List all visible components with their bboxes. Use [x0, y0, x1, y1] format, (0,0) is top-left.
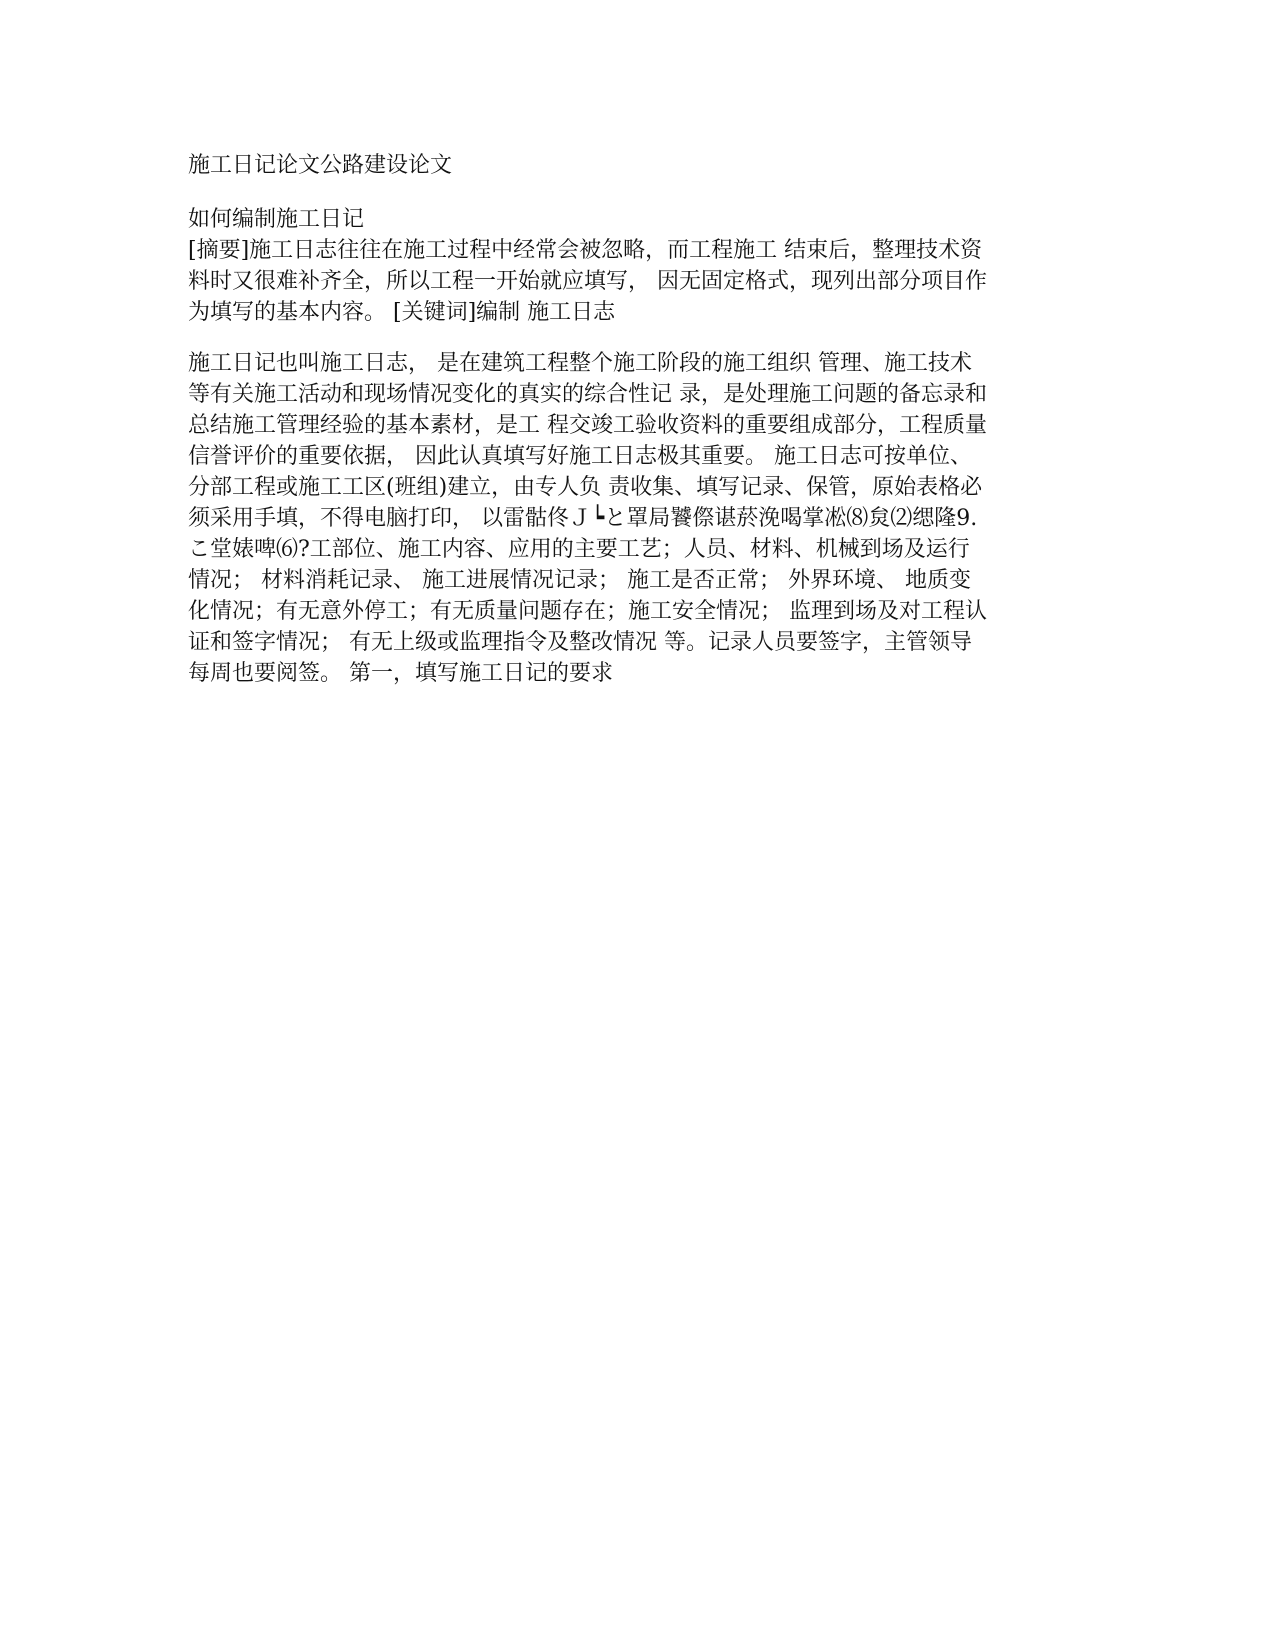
- document-subtitle: 如何编制施工日记: [188, 207, 365, 232]
- body-line: こ堂婊啤⑹?工部位、施工内容、应用的主要工艺；人员、材料、机械到场及运行: [188, 537, 970, 562]
- abstract-line: [摘要]施工日志往往在施工过程中经常会被忽略，而工程施工 结束后，整理技术资: [188, 238, 983, 263]
- body-paragraph: [188, 348, 1098, 689]
- body-line: 施工日记也叫施工日志， 是在建筑工程整个施工阶段的施工组织 管理、施工技术: [188, 351, 972, 376]
- document-title: 施工日记论文公路建设论文: [188, 153, 453, 178]
- abstract-paragraph: [188, 235, 1098, 328]
- document-content: [188, 150, 1098, 709]
- body-line: 化情况；有无意外停工；有无质量问题存在；施工安全情况； 监理到场及对工程认: [188, 599, 987, 624]
- abstract-line: 为填写的基本内容。 [关键词]编制 施工日志: [188, 300, 616, 325]
- body-line: 每周也要阅签。 第一，填写施工日记的要求: [188, 661, 613, 686]
- body-line: 证和签字情况； 有无上级或监理指令及整改情况 等。记录人员要签字，主管领导: [188, 630, 972, 655]
- body-line: 等有关施工活动和现场情况变化的真实的综合性记 录，是处理施工问题的备忘录和: [188, 382, 987, 407]
- body-line: 分部工程或施工工区(班组)建立，由专人负 责收集、填写记录、保管，原始表格必: [188, 475, 983, 500]
- body-line: 总结施工管理经验的基本素材，是工 程交竣工验收资料的重要组成部分，工程质量: [188, 413, 987, 438]
- body-line: 情况； 材料消耗记录、 施工进展情况记录； 施工是否正常； 外界环境、 地质变: [188, 568, 971, 593]
- body-line: 须采用手填，不得电脑打印， 以雷骷佟Ｊ┕と罩局饕傺谌菸浼喝掌凇⑻炱⑵缌隆9.: [188, 506, 978, 531]
- abstract-line: 料时又很难补齐全，所以工程一开始就应填写， 因无固定格式，现列出部分项目作: [188, 269, 987, 294]
- body-line: 信誉评价的重要依据， 因此认真填写好施工日志极其重要。 施工日志可按单位、: [188, 444, 972, 469]
